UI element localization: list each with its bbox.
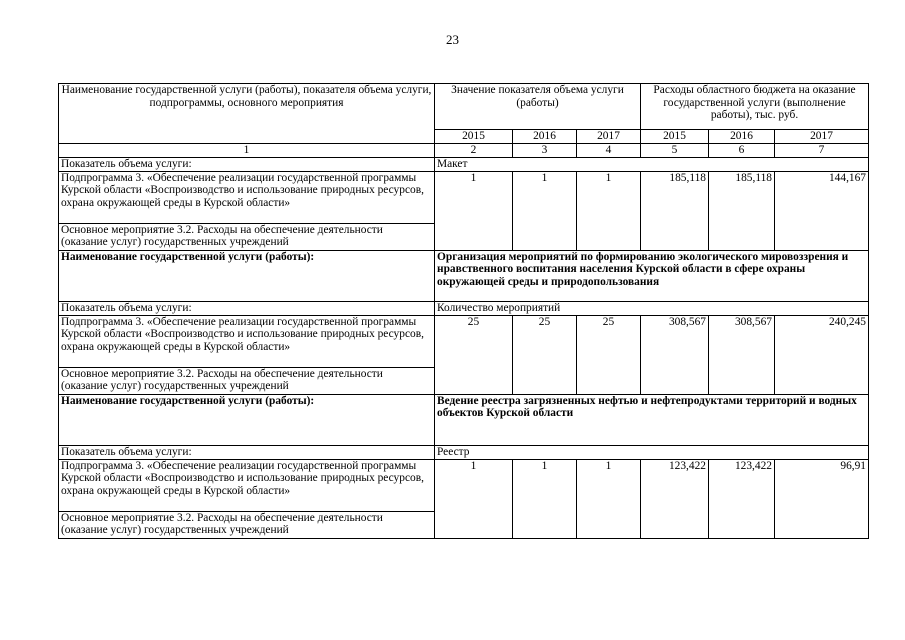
indicator-row <box>59 445 869 459</box>
service-row <box>59 250 869 301</box>
measure-text: Основное мероприятие 3.2. Расходы на обеспечение деятельности (оказание услуг) государственных учреждений <box>59 223 435 250</box>
year-header: 2016 <box>709 130 775 144</box>
value-cell: 1 <box>577 171 641 250</box>
value-cell: 25 <box>577 315 641 394</box>
subprogram-text: Подпрограмма 3. «Обеспечение реализации государственной программы Курской области «Воспроизводство и использование природных ресурсов, охрана окружающей среды в Курской области» <box>59 315 435 367</box>
year-header: 2016 <box>513 130 577 144</box>
subprogram-text: Подпрограмма 3. «Обеспечение реализации государственной программы Курской области «Воспроизводство и использование природных ресурсов, охрана окружающей среды в Курской области» <box>59 171 435 223</box>
column-number: 1 <box>59 144 435 158</box>
year-header: 2017 <box>775 130 869 144</box>
value-cell: 185,118 <box>709 171 775 250</box>
subprogram-text: Подпрограмма 3. «Обеспечение реализации государственной программы Курской области «Воспроизводство и использование природных ресурсов, охрана окружающей среды в Курской области» <box>59 459 435 511</box>
value-cell: 1 <box>577 459 641 538</box>
year-header: 2015 <box>641 130 709 144</box>
year-header: 2015 <box>435 130 513 144</box>
column-number: 3 <box>513 144 577 158</box>
budget-table <box>58 83 869 539</box>
subprogram-row <box>59 171 869 223</box>
header-indicator-group: Значение показателя объема услуги (работы) <box>435 84 641 130</box>
header-expense-group: Расходы областного бюджета на оказание государственной услуги (выполнение работы), тыс. руб. <box>641 84 869 130</box>
value-cell: 25 <box>435 315 513 394</box>
value-cell: 1 <box>435 459 513 538</box>
service-name: Организация мероприятий по формированию экологического мировоззрения и нравственного воспитания населения Курской области в сфере охраны окружающей среды и природопользования <box>435 250 869 301</box>
indicator-row <box>59 301 869 315</box>
subprogram-row <box>59 459 869 511</box>
value-cell: 123,422 <box>641 459 709 538</box>
value-cell: 308,567 <box>709 315 775 394</box>
service-row <box>59 394 869 445</box>
service-label: Наименование государственной услуги (работы): <box>59 394 435 445</box>
measure-text: Основное мероприятие 3.2. Расходы на обеспечение деятельности (оказание услуг) государственных учреждений <box>59 511 435 538</box>
value-cell: 240,245 <box>775 315 869 394</box>
column-number: 5 <box>641 144 709 158</box>
value-cell: 308,567 <box>641 315 709 394</box>
indicator-value: Макет <box>435 157 869 171</box>
service-name: Ведение реестра загрязненных нефтью и нефтепродуктами территорий и водных объектов Курской области <box>435 394 869 445</box>
value-cell: 25 <box>513 315 577 394</box>
value-cell: 1 <box>513 171 577 250</box>
service-label: Наименование государственной услуги (работы): <box>59 250 435 301</box>
value-cell: 1 <box>435 171 513 250</box>
header-name-column: Наименование государственной услуги (работы), показателя объема услуги, подпрограммы, основного мероприятия <box>59 84 435 144</box>
indicator-value: Количество мероприятий <box>435 301 869 315</box>
table-body <box>59 157 869 538</box>
value-cell: 96,91 <box>775 459 869 538</box>
page-number: 23 <box>446 32 459 47</box>
value-cell: 185,118 <box>641 171 709 250</box>
value-cell: 123,422 <box>709 459 775 538</box>
indicator-value: Реестр <box>435 445 869 459</box>
measure-text: Основное мероприятие 3.2. Расходы на обеспечение деятельности (оказание услуг) государственных учреждений <box>59 367 435 394</box>
subprogram-row <box>59 315 869 367</box>
value-cell: 1 <box>513 459 577 538</box>
column-number: 7 <box>775 144 869 158</box>
column-number: 2 <box>435 144 513 158</box>
year-header: 2017 <box>577 130 641 144</box>
indicator-label: Показатель объема услуги: <box>59 301 435 315</box>
value-cell: 144,167 <box>775 171 869 250</box>
indicator-label: Показатель объема услуги: <box>59 445 435 459</box>
column-number: 4 <box>577 144 641 158</box>
indicator-row <box>59 157 869 171</box>
indicator-label: Показатель объема услуги: <box>59 157 435 171</box>
column-number: 6 <box>709 144 775 158</box>
